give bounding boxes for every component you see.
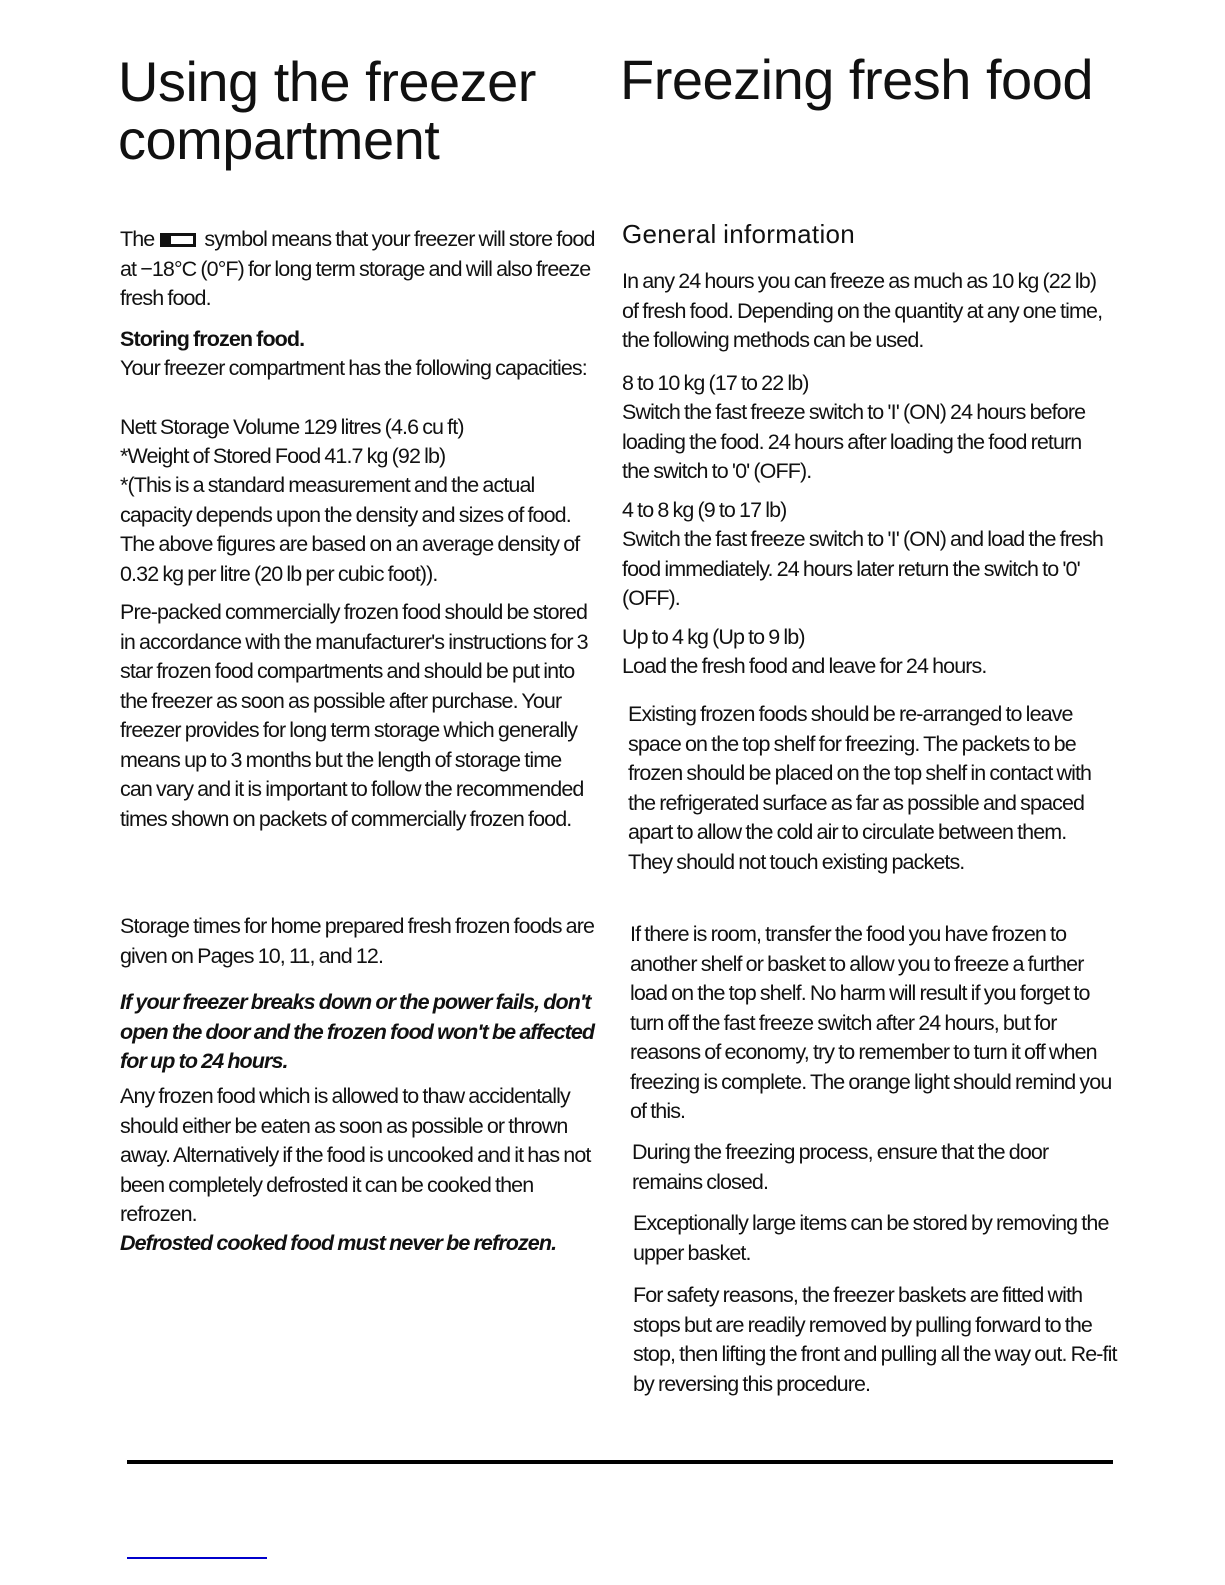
power-failure-warning: If your freezer breaks down or the power fails, don't open the door and the frozen food won't be affected for up to 24 hours. bbox=[120, 990, 595, 1073]
freezer-star-symbol-icon bbox=[160, 233, 196, 247]
intro-pre: The bbox=[120, 227, 155, 251]
method-2-text: Switch the fast freeze switch to 'I' (ON) and load the fresh food immediately. 24 hours later return the switch to '0' (OFF). bbox=[622, 527, 1103, 610]
room-paragraph: If there is room, transfer the food you have frozen to another shelf or basket to allow you to freeze a further load on the top shelf. No harm will result if you forget to turn off the fast freeze switch after 24 hours, but for reasons of economy, try to remember to turn it off when freezing is complete. The orange light should remind you of this. bbox=[630, 922, 1112, 1123]
link-underline bbox=[127, 1557, 267, 1559]
nett-storage: Nett Storage Volume 129 litres (4.6 cu ft) bbox=[120, 415, 464, 439]
defrosted-warning: Defrosted cooked food must never be refrozen. bbox=[120, 1231, 557, 1255]
capacities-text: Your freezer compartment has the following capacities: bbox=[120, 356, 587, 380]
prepacked-paragraph: Pre-packed commercially frozen food should be stored in accordance with the manufacturer's instructions for 3 star frozen food compartments and should be put into the freezer as soon as possible after purchase. Your freezer provides for long term storage which generally means up to 3 months but the length of storage time can vary and it is important to follow the recommended times shown on packets of commercially frozen food. bbox=[120, 600, 588, 831]
right-title: Freezing fresh food bbox=[620, 48, 1093, 111]
bottom-divider bbox=[127, 1460, 1113, 1464]
method-1-text: Switch the fast freeze switch to 'I' (ON) 24 hours before loading the food. 24 hours after loading the food return the switch to '0' (OFF). bbox=[622, 400, 1086, 483]
capacity-note: *(This is a standard measurement and the actual capacity depends upon the density and sizes of food. The above figures are based on an average density of 0.32 kg per litre (20 lb per cubic foot)). bbox=[120, 473, 580, 586]
general-info-heading: General information bbox=[622, 219, 856, 249]
general-paragraph: In any 24 hours you can freeze as much as 10 kg (22 lb) of fresh food. Depending on the quantity at any one time, the following methods can be used. bbox=[622, 269, 1103, 352]
method-1-heading: 8 to 10 kg (17 to 22 lb) bbox=[622, 371, 809, 395]
intro-paragraph bbox=[120, 225, 595, 314]
safety-paragraph: For safety reasons, the freezer baskets are fitted with stops but are readily removed by pulling forward to the stop, then lifting the front and pulling all the way out. Re-fit by reversing this procedure. bbox=[633, 1283, 1117, 1396]
existing-paragraph: Existing frozen foods should be re-arranged to leave space on the top shelf for freezing. The packets to be frozen should be placed on the top shelf in contact with the refrigerated surface as far as possible and spaced apart to allow the cold air to circulate between them. They should not touch existing packets. bbox=[628, 702, 1092, 874]
method-3-text: Load the fresh food and leave for 24 hours. bbox=[622, 654, 987, 678]
intro-post: symbol means that your freezer will store food at −18°C (0°F) for long term storage and will also freeze fresh food. bbox=[120, 227, 595, 310]
weight-stored: *Weight of Stored Food 41.7 kg (92 lb) bbox=[120, 444, 446, 468]
left-title-line-1: Using the freezer bbox=[118, 50, 536, 113]
storage-times-paragraph: Storage times for home prepared fresh frozen foods are given on Pages 10, 11, and 12. bbox=[120, 914, 595, 968]
left-title-line-2: compartment bbox=[118, 108, 440, 171]
storing-heading: Storing frozen food. bbox=[120, 327, 305, 351]
thaw-paragraph: Any frozen food which is allowed to thaw accidentally should either be eaten as soon as possible or thrown away. Alternatively if the food is uncooked and it has not been completely defrosted it can be cooked then refrozen. bbox=[120, 1084, 591, 1226]
during-paragraph: During the freezing process, ensure that the door remains closed. bbox=[632, 1140, 1049, 1194]
method-2-heading: 4 to 8 kg (9 to 17 lb) bbox=[622, 498, 787, 522]
method-3-heading: Up to 4 kg (Up to 9 lb) bbox=[622, 625, 805, 649]
large-items-paragraph: Exceptionally large items can be stored by removing the upper basket. bbox=[633, 1211, 1109, 1265]
